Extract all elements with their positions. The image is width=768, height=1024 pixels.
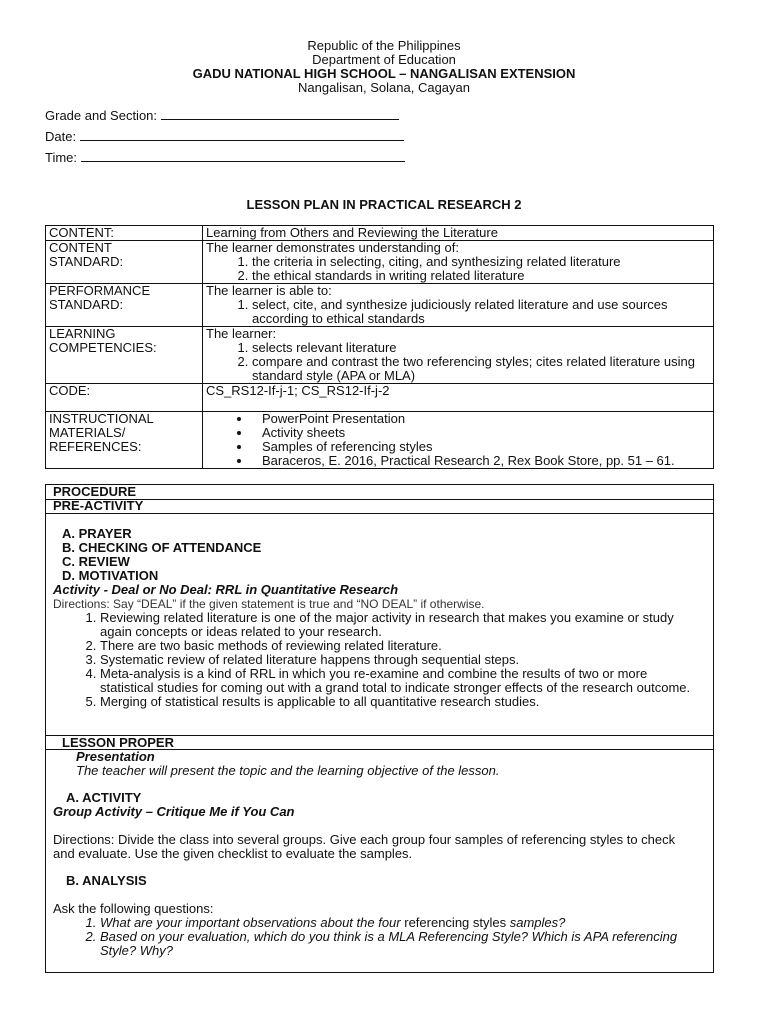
ask-questions: Ask the following questions: xyxy=(53,901,214,916)
group-directions: Directions: Divide the class into several groups. Give each group four samples of referencing styles to check and evaluate. Use the given checklist to evaluate the samples. xyxy=(53,832,676,861)
list-item: 1. What are your important observations about the four referencing styles samples? xyxy=(100,916,692,930)
grade-section-label: Grade and Section: xyxy=(45,108,158,123)
materials-value xyxy=(203,412,714,469)
materials-row xyxy=(46,412,714,469)
group-activity-title: Group Activity – Critique Me if You Can xyxy=(53,804,295,819)
lesson-plan-title: LESSON PLAN IN PRACTICAL RESEARCH 2 xyxy=(246,197,522,212)
presentation-heading: Presentation xyxy=(76,749,155,764)
grade-section-field xyxy=(45,107,399,123)
list-item: • Samples of referencing styles xyxy=(252,440,710,454)
school-name: GADU NATIONAL HIGH SCHOOL – NANGALISAN EXTENSION xyxy=(192,66,576,81)
lesson-proper-heading: LESSON PROPER xyxy=(62,735,174,750)
performance-standard-value: The learner is able to: 1. select, cite, and synthesize judiciously related literature and use sources according to ethical standards xyxy=(203,284,714,327)
list-item: 2. the ethical standards in writing related literature xyxy=(252,269,710,283)
divider xyxy=(46,499,713,500)
school-address: Nangalisan, Solana, Cagayan xyxy=(297,80,470,95)
procedure-heading: PROCEDURE xyxy=(53,484,137,499)
competencies-label: LEARNING COMPETENCIES: xyxy=(46,327,203,384)
list-item: 1. select, cite, and synthesize judiciously related literature and use sources according to ethical standards xyxy=(252,298,710,326)
list-item: 1. selects relevant literature xyxy=(252,341,710,355)
code-label: CODE: xyxy=(46,384,203,412)
content-label: CONTENT: xyxy=(46,226,203,241)
list-item: • PowerPoint Presentation xyxy=(252,412,710,426)
time-label: Time: xyxy=(45,150,78,165)
content-standard-row xyxy=(46,241,714,284)
grade-section-blank xyxy=(161,107,399,120)
date-field xyxy=(45,128,404,144)
step-prayer: A. PRAYER xyxy=(62,526,132,541)
content-value: Learning from Others and Reviewing the Literature xyxy=(203,226,714,241)
competencies-row xyxy=(46,327,714,384)
step-review: C. REVIEW xyxy=(62,554,130,569)
divider xyxy=(46,513,713,514)
activity-heading: A. ACTIVITY xyxy=(66,790,142,805)
competencies-value: The learner: 1. selects relevant literature 2. compare and contrast the two referencing styles; cites related literature using standard style (APA or MLA) xyxy=(203,327,714,384)
content-standard-value: The learner demonstrates understanding of: 1. the criteria in selecting, citing, and synthesizing related literature 2. the ethical standards in writing related literature xyxy=(203,241,714,284)
time-blank xyxy=(81,149,405,162)
list-item: 5. Merging of statistical results is applicable to all quantitative research studies. xyxy=(100,695,702,709)
list-item: • Activity sheets xyxy=(252,426,710,440)
performance-standard-label: PERFORMANCE STANDARD: xyxy=(46,284,203,327)
republic-line: Republic of the Philippines xyxy=(307,38,461,53)
analysis-heading: B. ANALYSIS xyxy=(66,873,147,888)
list-item: 3. Systematic review of related literature happens through sequential steps. xyxy=(100,653,702,667)
date-blank xyxy=(80,128,404,141)
materials-label: INSTRUCTIONAL MATERIALS/ REFERENCES: xyxy=(46,412,203,469)
list-item: 2. There are two basic methods of reviewing related literature. xyxy=(100,639,702,653)
lesson-info-table xyxy=(45,225,714,469)
date-label: Date: xyxy=(45,129,77,144)
list-item: 2. Based on your evaluation, which do you think is a MLA Referencing Style? Which is APA referencing Style? Why? xyxy=(100,930,692,958)
procedure-box xyxy=(45,484,714,973)
step-attendance: B. CHECKING OF ATTENDANCE xyxy=(62,540,262,555)
step-motivation: D. MOTIVATION xyxy=(62,568,159,583)
presentation-text: The teacher will present the topic and the learning objective of the lesson. xyxy=(76,763,500,778)
statements-list xyxy=(82,611,702,709)
performance-standard-row xyxy=(46,284,714,327)
code-row xyxy=(46,384,714,412)
deal-directions: Directions: Say “DEAL” if the given statement is true and “NO DEAL” if otherwise. xyxy=(53,597,485,611)
time-field xyxy=(45,149,405,165)
code-value: CS_RS12-If-j-1; CS_RS12-If-j-2 xyxy=(203,384,714,412)
activity-title: Activity - Deal or No Deal: RRL in Quantitative Research xyxy=(53,582,399,597)
content-row xyxy=(46,226,714,241)
list-item: 1. the criteria in selecting, citing, and synthesizing related literature xyxy=(252,255,710,269)
list-item: 2. compare and contrast the two referencing styles; cites related literature using standard style (APA or MLA) xyxy=(252,355,710,383)
department-line: Department of Education xyxy=(312,52,456,67)
list-item: 1. Reviewing related literature is one of the major activity in research that makes you examine or study again concepts or ideas related to your research. xyxy=(100,611,702,639)
pre-activity-heading: PRE-ACTIVITY xyxy=(53,498,144,513)
list-item: • Baraceros, E. 2016, Practical Research 2, Rex Book Store, pp. 51 – 61. xyxy=(252,454,710,468)
list-item: 4. Meta-analysis is a kind of RRL in which you re-examine and combine the results of two or more statistical studies for coming out with a grand total to indicate stronger effects of the research outcome. xyxy=(100,667,702,695)
content-standard-label: CONTENT STANDARD: xyxy=(46,241,203,284)
questions-list xyxy=(82,916,692,958)
